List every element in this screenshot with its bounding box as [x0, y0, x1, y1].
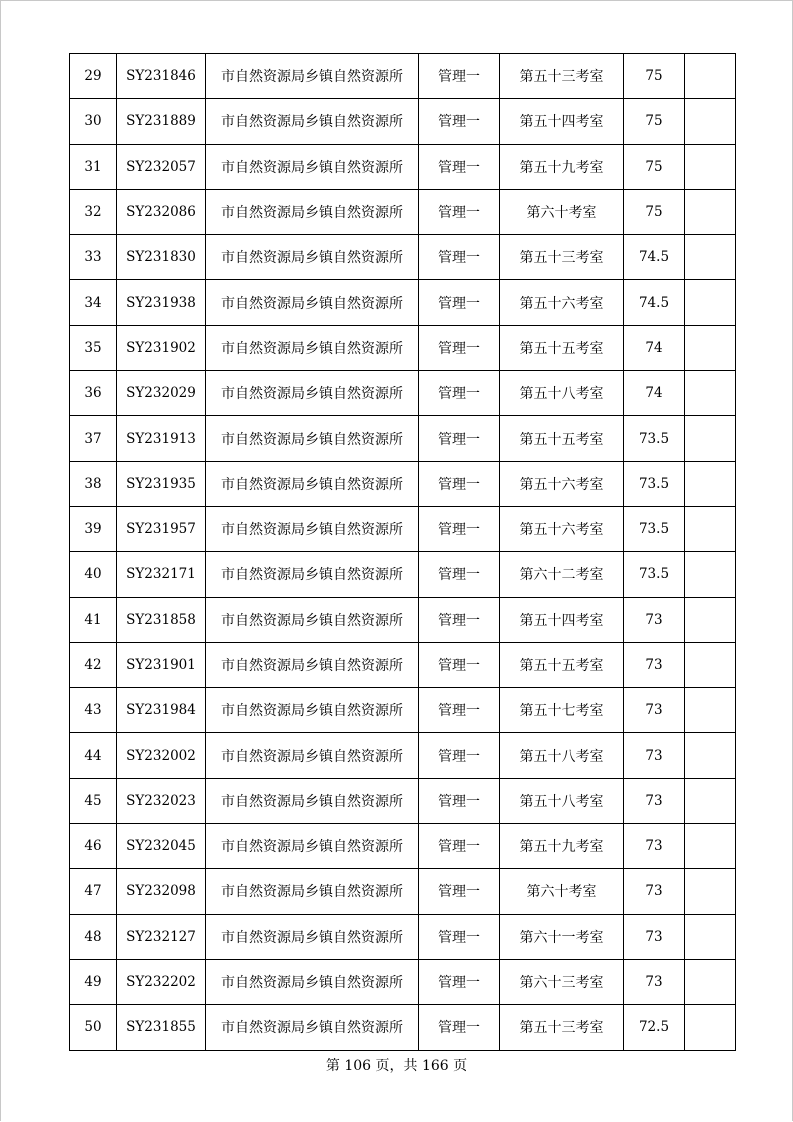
unit-name-cell: 市自然资源局乡镇自然资源所 — [206, 733, 419, 778]
remark-cell — [685, 54, 736, 99]
unit-name-cell: 市自然资源局乡镇自然资源所 — [206, 371, 419, 416]
remark-cell — [685, 416, 736, 461]
unit-name-cell: 市自然资源局乡镇自然资源所 — [206, 461, 419, 506]
score-cell: 74 — [624, 371, 685, 416]
score-cell: 73 — [624, 597, 685, 642]
score-cell: 75 — [624, 189, 685, 234]
row-number-cell: 40 — [70, 552, 117, 597]
row-number-cell: 35 — [70, 325, 117, 370]
row-number-cell: 42 — [70, 642, 117, 687]
table-row — [70, 506, 736, 551]
row-number-cell: 30 — [70, 99, 117, 144]
remark-cell — [685, 235, 736, 280]
remark-cell — [685, 733, 736, 778]
row-number-cell: 46 — [70, 824, 117, 869]
candidate-id-cell: SY231913 — [117, 416, 206, 461]
table-row — [70, 914, 736, 959]
position-cell: 管理一 — [419, 914, 500, 959]
score-cell: 73 — [624, 733, 685, 778]
remark-cell — [685, 506, 736, 551]
results-table — [69, 53, 736, 1051]
candidate-id-cell: SY231901 — [117, 642, 206, 687]
row-number-cell: 36 — [70, 371, 117, 416]
candidate-id-cell: SY232171 — [117, 552, 206, 597]
table-row — [70, 189, 736, 234]
candidate-id-cell: SY232045 — [117, 824, 206, 869]
table-row — [70, 54, 736, 99]
score-cell: 73 — [624, 914, 685, 959]
exam-room-cell: 第六十一考室 — [500, 914, 624, 959]
remark-cell — [685, 144, 736, 189]
table-row — [70, 144, 736, 189]
unit-name-cell: 市自然资源局乡镇自然资源所 — [206, 506, 419, 551]
candidate-id-cell: SY232057 — [117, 144, 206, 189]
exam-room-cell: 第五十六考室 — [500, 280, 624, 325]
score-cell: 74.5 — [624, 280, 685, 325]
remark-cell — [685, 325, 736, 370]
exam-room-cell: 第五十九考室 — [500, 824, 624, 869]
remark-cell — [685, 688, 736, 733]
position-cell: 管理一 — [419, 688, 500, 733]
table-row — [70, 869, 736, 914]
remark-cell — [685, 461, 736, 506]
row-number-cell: 39 — [70, 506, 117, 551]
exam-room-cell: 第五十六考室 — [500, 506, 624, 551]
table-row — [70, 416, 736, 461]
table-row — [70, 1005, 736, 1050]
position-cell: 管理一 — [419, 733, 500, 778]
table-row — [70, 235, 736, 280]
unit-name-cell: 市自然资源局乡镇自然资源所 — [206, 99, 419, 144]
candidate-id-cell: SY231902 — [117, 325, 206, 370]
score-cell: 74.5 — [624, 235, 685, 280]
position-cell: 管理一 — [419, 189, 500, 234]
remark-cell — [685, 597, 736, 642]
exam-room-cell: 第六十二考室 — [500, 552, 624, 597]
candidate-id-cell: SY231858 — [117, 597, 206, 642]
unit-name-cell: 市自然资源局乡镇自然资源所 — [206, 778, 419, 823]
remark-cell — [685, 914, 736, 959]
table-row — [70, 461, 736, 506]
unit-name-cell: 市自然资源局乡镇自然资源所 — [206, 325, 419, 370]
row-number-cell: 45 — [70, 778, 117, 823]
table-row — [70, 552, 736, 597]
row-number-cell: 47 — [70, 869, 117, 914]
row-number-cell: 38 — [70, 461, 117, 506]
score-cell: 73 — [624, 688, 685, 733]
remark-cell — [685, 1005, 736, 1050]
remark-cell — [685, 189, 736, 234]
row-number-cell: 41 — [70, 597, 117, 642]
exam-room-cell: 第五十五考室 — [500, 416, 624, 461]
exam-room-cell: 第五十八考室 — [500, 371, 624, 416]
table-row — [70, 778, 736, 823]
unit-name-cell: 市自然资源局乡镇自然资源所 — [206, 235, 419, 280]
remark-cell — [685, 869, 736, 914]
exam-room-cell: 第五十四考室 — [500, 99, 624, 144]
candidate-id-cell: SY232127 — [117, 914, 206, 959]
exam-room-cell: 第五十六考室 — [500, 461, 624, 506]
row-number-cell: 44 — [70, 733, 117, 778]
candidate-id-cell: SY232023 — [117, 778, 206, 823]
row-number-cell: 37 — [70, 416, 117, 461]
exam-room-cell: 第五十三考室 — [500, 1005, 624, 1050]
position-cell: 管理一 — [419, 642, 500, 687]
position-cell: 管理一 — [419, 778, 500, 823]
table-row — [70, 99, 736, 144]
unit-name-cell: 市自然资源局乡镇自然资源所 — [206, 959, 419, 1004]
position-cell: 管理一 — [419, 1005, 500, 1050]
score-cell: 73.5 — [624, 416, 685, 461]
position-cell: 管理一 — [419, 325, 500, 370]
exam-room-cell: 第六十考室 — [500, 869, 624, 914]
unit-name-cell: 市自然资源局乡镇自然资源所 — [206, 642, 419, 687]
remark-cell — [685, 552, 736, 597]
row-number-cell: 48 — [70, 914, 117, 959]
row-number-cell: 50 — [70, 1005, 117, 1050]
score-cell: 73 — [624, 642, 685, 687]
exam-room-cell: 第五十九考室 — [500, 144, 624, 189]
position-cell: 管理一 — [419, 235, 500, 280]
exam-room-cell: 第五十三考室 — [500, 235, 624, 280]
position-cell: 管理一 — [419, 552, 500, 597]
position-cell: 管理一 — [419, 461, 500, 506]
position-cell: 管理一 — [419, 54, 500, 99]
candidate-id-cell: SY232029 — [117, 371, 206, 416]
score-cell: 73 — [624, 778, 685, 823]
unit-name-cell: 市自然资源局乡镇自然资源所 — [206, 869, 419, 914]
table-body — [70, 54, 736, 1051]
score-cell: 74 — [624, 325, 685, 370]
position-cell: 管理一 — [419, 869, 500, 914]
candidate-id-cell: SY232098 — [117, 869, 206, 914]
exam-room-cell: 第五十五考室 — [500, 325, 624, 370]
exam-room-cell: 第五十四考室 — [500, 597, 624, 642]
row-number-cell: 32 — [70, 189, 117, 234]
row-number-cell: 33 — [70, 235, 117, 280]
candidate-id-cell: SY231855 — [117, 1005, 206, 1050]
position-cell: 管理一 — [419, 959, 500, 1004]
position-cell: 管理一 — [419, 99, 500, 144]
row-number-cell: 29 — [70, 54, 117, 99]
row-number-cell: 43 — [70, 688, 117, 733]
score-cell: 75 — [624, 99, 685, 144]
score-cell: 75 — [624, 54, 685, 99]
unit-name-cell: 市自然资源局乡镇自然资源所 — [206, 597, 419, 642]
table-row — [70, 642, 736, 687]
table-row — [70, 733, 736, 778]
remark-cell — [685, 371, 736, 416]
table-row — [70, 597, 736, 642]
remark-cell — [685, 959, 736, 1004]
score-cell: 73 — [624, 959, 685, 1004]
candidate-id-cell: SY231889 — [117, 99, 206, 144]
table-row — [70, 688, 736, 733]
page-number-footer: 第 106 页，共 166 页 — [325, 1058, 468, 1074]
position-cell: 管理一 — [419, 597, 500, 642]
remark-cell — [685, 778, 736, 823]
candidate-id-cell: SY231830 — [117, 235, 206, 280]
score-cell: 73 — [624, 824, 685, 869]
candidate-id-cell: SY232086 — [117, 189, 206, 234]
exam-room-cell: 第五十八考室 — [500, 733, 624, 778]
row-number-cell: 34 — [70, 280, 117, 325]
exam-room-cell: 第五十三考室 — [500, 54, 624, 99]
table-row — [70, 959, 736, 1004]
unit-name-cell: 市自然资源局乡镇自然资源所 — [206, 54, 419, 99]
exam-room-cell: 第五十五考室 — [500, 642, 624, 687]
position-cell: 管理一 — [419, 416, 500, 461]
row-number-cell: 31 — [70, 144, 117, 189]
row-number-cell: 49 — [70, 959, 117, 1004]
exam-room-cell: 第六十三考室 — [500, 959, 624, 1004]
remark-cell — [685, 280, 736, 325]
exam-room-cell: 第五十八考室 — [500, 778, 624, 823]
score-cell: 72.5 — [624, 1005, 685, 1050]
candidate-id-cell: SY231984 — [117, 688, 206, 733]
unit-name-cell: 市自然资源局乡镇自然资源所 — [206, 1005, 419, 1050]
position-cell: 管理一 — [419, 506, 500, 551]
candidate-id-cell: SY232202 — [117, 959, 206, 1004]
unit-name-cell: 市自然资源局乡镇自然资源所 — [206, 189, 419, 234]
position-cell: 管理一 — [419, 144, 500, 189]
table-row — [70, 325, 736, 370]
table-row — [70, 371, 736, 416]
score-cell: 73.5 — [624, 461, 685, 506]
unit-name-cell: 市自然资源局乡镇自然资源所 — [206, 688, 419, 733]
table-row — [70, 280, 736, 325]
score-cell: 75 — [624, 144, 685, 189]
remark-cell — [685, 642, 736, 687]
exam-room-cell: 第六十考室 — [500, 189, 624, 234]
candidate-id-cell: SY231957 — [117, 506, 206, 551]
candidate-id-cell: SY231938 — [117, 280, 206, 325]
position-cell: 管理一 — [419, 371, 500, 416]
remark-cell — [685, 99, 736, 144]
unit-name-cell: 市自然资源局乡镇自然资源所 — [206, 552, 419, 597]
unit-name-cell: 市自然资源局乡镇自然资源所 — [206, 824, 419, 869]
score-cell: 73.5 — [624, 506, 685, 551]
score-cell: 73 — [624, 869, 685, 914]
candidate-id-cell: SY231935 — [117, 461, 206, 506]
table-row — [70, 824, 736, 869]
position-cell: 管理一 — [419, 280, 500, 325]
position-cell: 管理一 — [419, 824, 500, 869]
remark-cell — [685, 824, 736, 869]
unit-name-cell: 市自然资源局乡镇自然资源所 — [206, 914, 419, 959]
candidate-id-cell: SY232002 — [117, 733, 206, 778]
score-cell: 73.5 — [624, 552, 685, 597]
unit-name-cell: 市自然资源局乡镇自然资源所 — [206, 416, 419, 461]
unit-name-cell: 市自然资源局乡镇自然资源所 — [206, 144, 419, 189]
candidate-id-cell: SY231846 — [117, 54, 206, 99]
exam-room-cell: 第五十七考室 — [500, 688, 624, 733]
unit-name-cell: 市自然资源局乡镇自然资源所 — [206, 280, 419, 325]
